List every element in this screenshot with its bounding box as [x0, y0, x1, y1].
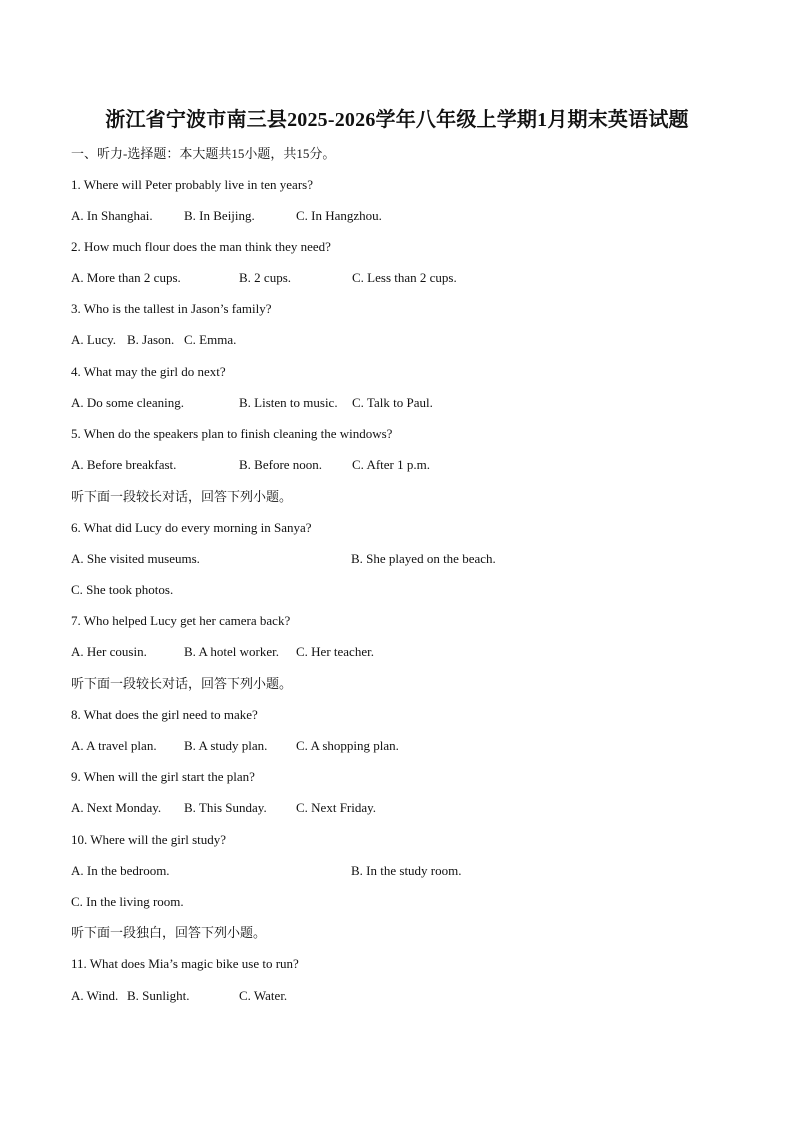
question-3-stem: 3. Who is the tallest in Jason’s family? [71, 301, 272, 316]
question-7-stem: 7. Who helped Lucy get her camera back? [71, 613, 291, 628]
question-4-option-a: A. Do some cleaning. [71, 395, 185, 410]
section-header: 一、听力-选择题：本大题共15小题，共15分。 [71, 146, 336, 161]
question-10-option-b: B. In the study room. [351, 863, 462, 878]
question-10-option-c: C. In the living room. [71, 894, 184, 909]
question-4-option-c: C. Talk to Paul. [352, 395, 433, 410]
question-8-stem: 8. What does the girl need to make? [71, 707, 258, 722]
question-10-option-a: A. In the bedroom. [71, 863, 170, 878]
instruction-monologue: 听下面一段独白，回答下列小题。 [71, 925, 267, 940]
question-3-option-c: C. Emma. [184, 332, 237, 347]
question-7-option-a: A. Her cousin. [71, 644, 147, 659]
question-2-option-c: C. Less than 2 cups. [352, 270, 457, 285]
question-4-stem: 4. What may the girl do next? [71, 364, 226, 379]
question-2-option-a: A. More than 2 cups. [71, 270, 181, 285]
question-1-option-c: C. In Hangzhou. [296, 208, 382, 223]
question-5-option-c: C. After 1 p.m. [352, 457, 430, 472]
question-6-option-b: B. She played on the beach. [351, 551, 496, 566]
question-1-stem: 1. Where will Peter probably live in ten years? [71, 177, 313, 192]
question-2-option-b: B. 2 cups. [239, 270, 291, 285]
question-11-option-c: C. Water. [239, 988, 288, 1003]
question-10-stem: 10. Where will the girl study? [71, 832, 227, 847]
question-9-option-a: A. Next Monday. [71, 800, 162, 815]
question-6-stem: 6. What did Lucy do every morning in Sanya? [71, 520, 312, 535]
question-5-stem: 5. When do the speakers plan to finish cleaning the windows? [71, 426, 393, 441]
question-11-stem: 11. What does Mia’s magic bike use to run? [71, 956, 299, 971]
question-6-option-a: A. She visited museums. [71, 551, 200, 566]
question-5-option-b: B. Before noon. [239, 457, 323, 472]
instruction-long-dialogue-2: 听下面一段较长对话，回答下列小题。 [71, 676, 293, 691]
page-title: 浙江省宁波市南三县2025-2026学年八年级上学期1月期末英语试题 [105, 109, 689, 131]
question-8-option-a: A. A travel plan. [71, 738, 157, 753]
question-7-option-c: C. Her teacher. [296, 644, 374, 659]
question-3-option-a: A. Lucy. [71, 332, 117, 347]
instruction-long-dialogue-1: 听下面一段较长对话，回答下列小题。 [71, 489, 293, 504]
question-5-option-a: A. Before breakfast. [71, 457, 177, 472]
question-2-stem: 2. How much flour does the man think they need? [71, 239, 331, 254]
question-9-option-c: C. Next Friday. [296, 800, 377, 815]
question-9-option-b: B. This Sunday. [184, 800, 267, 815]
question-1-option-a: A. In Shanghai. [71, 208, 153, 223]
question-4-option-b: B. Listen to music. [239, 395, 338, 410]
question-1-option-b: B. In Beijing. [184, 208, 255, 223]
question-11-option-b: B. Sunlight. [127, 988, 190, 1003]
question-8-option-c: C. A shopping plan. [296, 738, 399, 753]
question-8-option-b: B. A study plan. [184, 738, 268, 753]
question-7-option-b: B. A hotel worker. [184, 644, 279, 659]
question-9-stem: 9. When will the girl start the plan? [71, 769, 255, 784]
question-6-option-c: C. She took photos. [71, 582, 174, 597]
question-3-option-b: B. Jason. [127, 332, 175, 347]
question-11-option-a: A. Wind. [71, 988, 119, 1003]
